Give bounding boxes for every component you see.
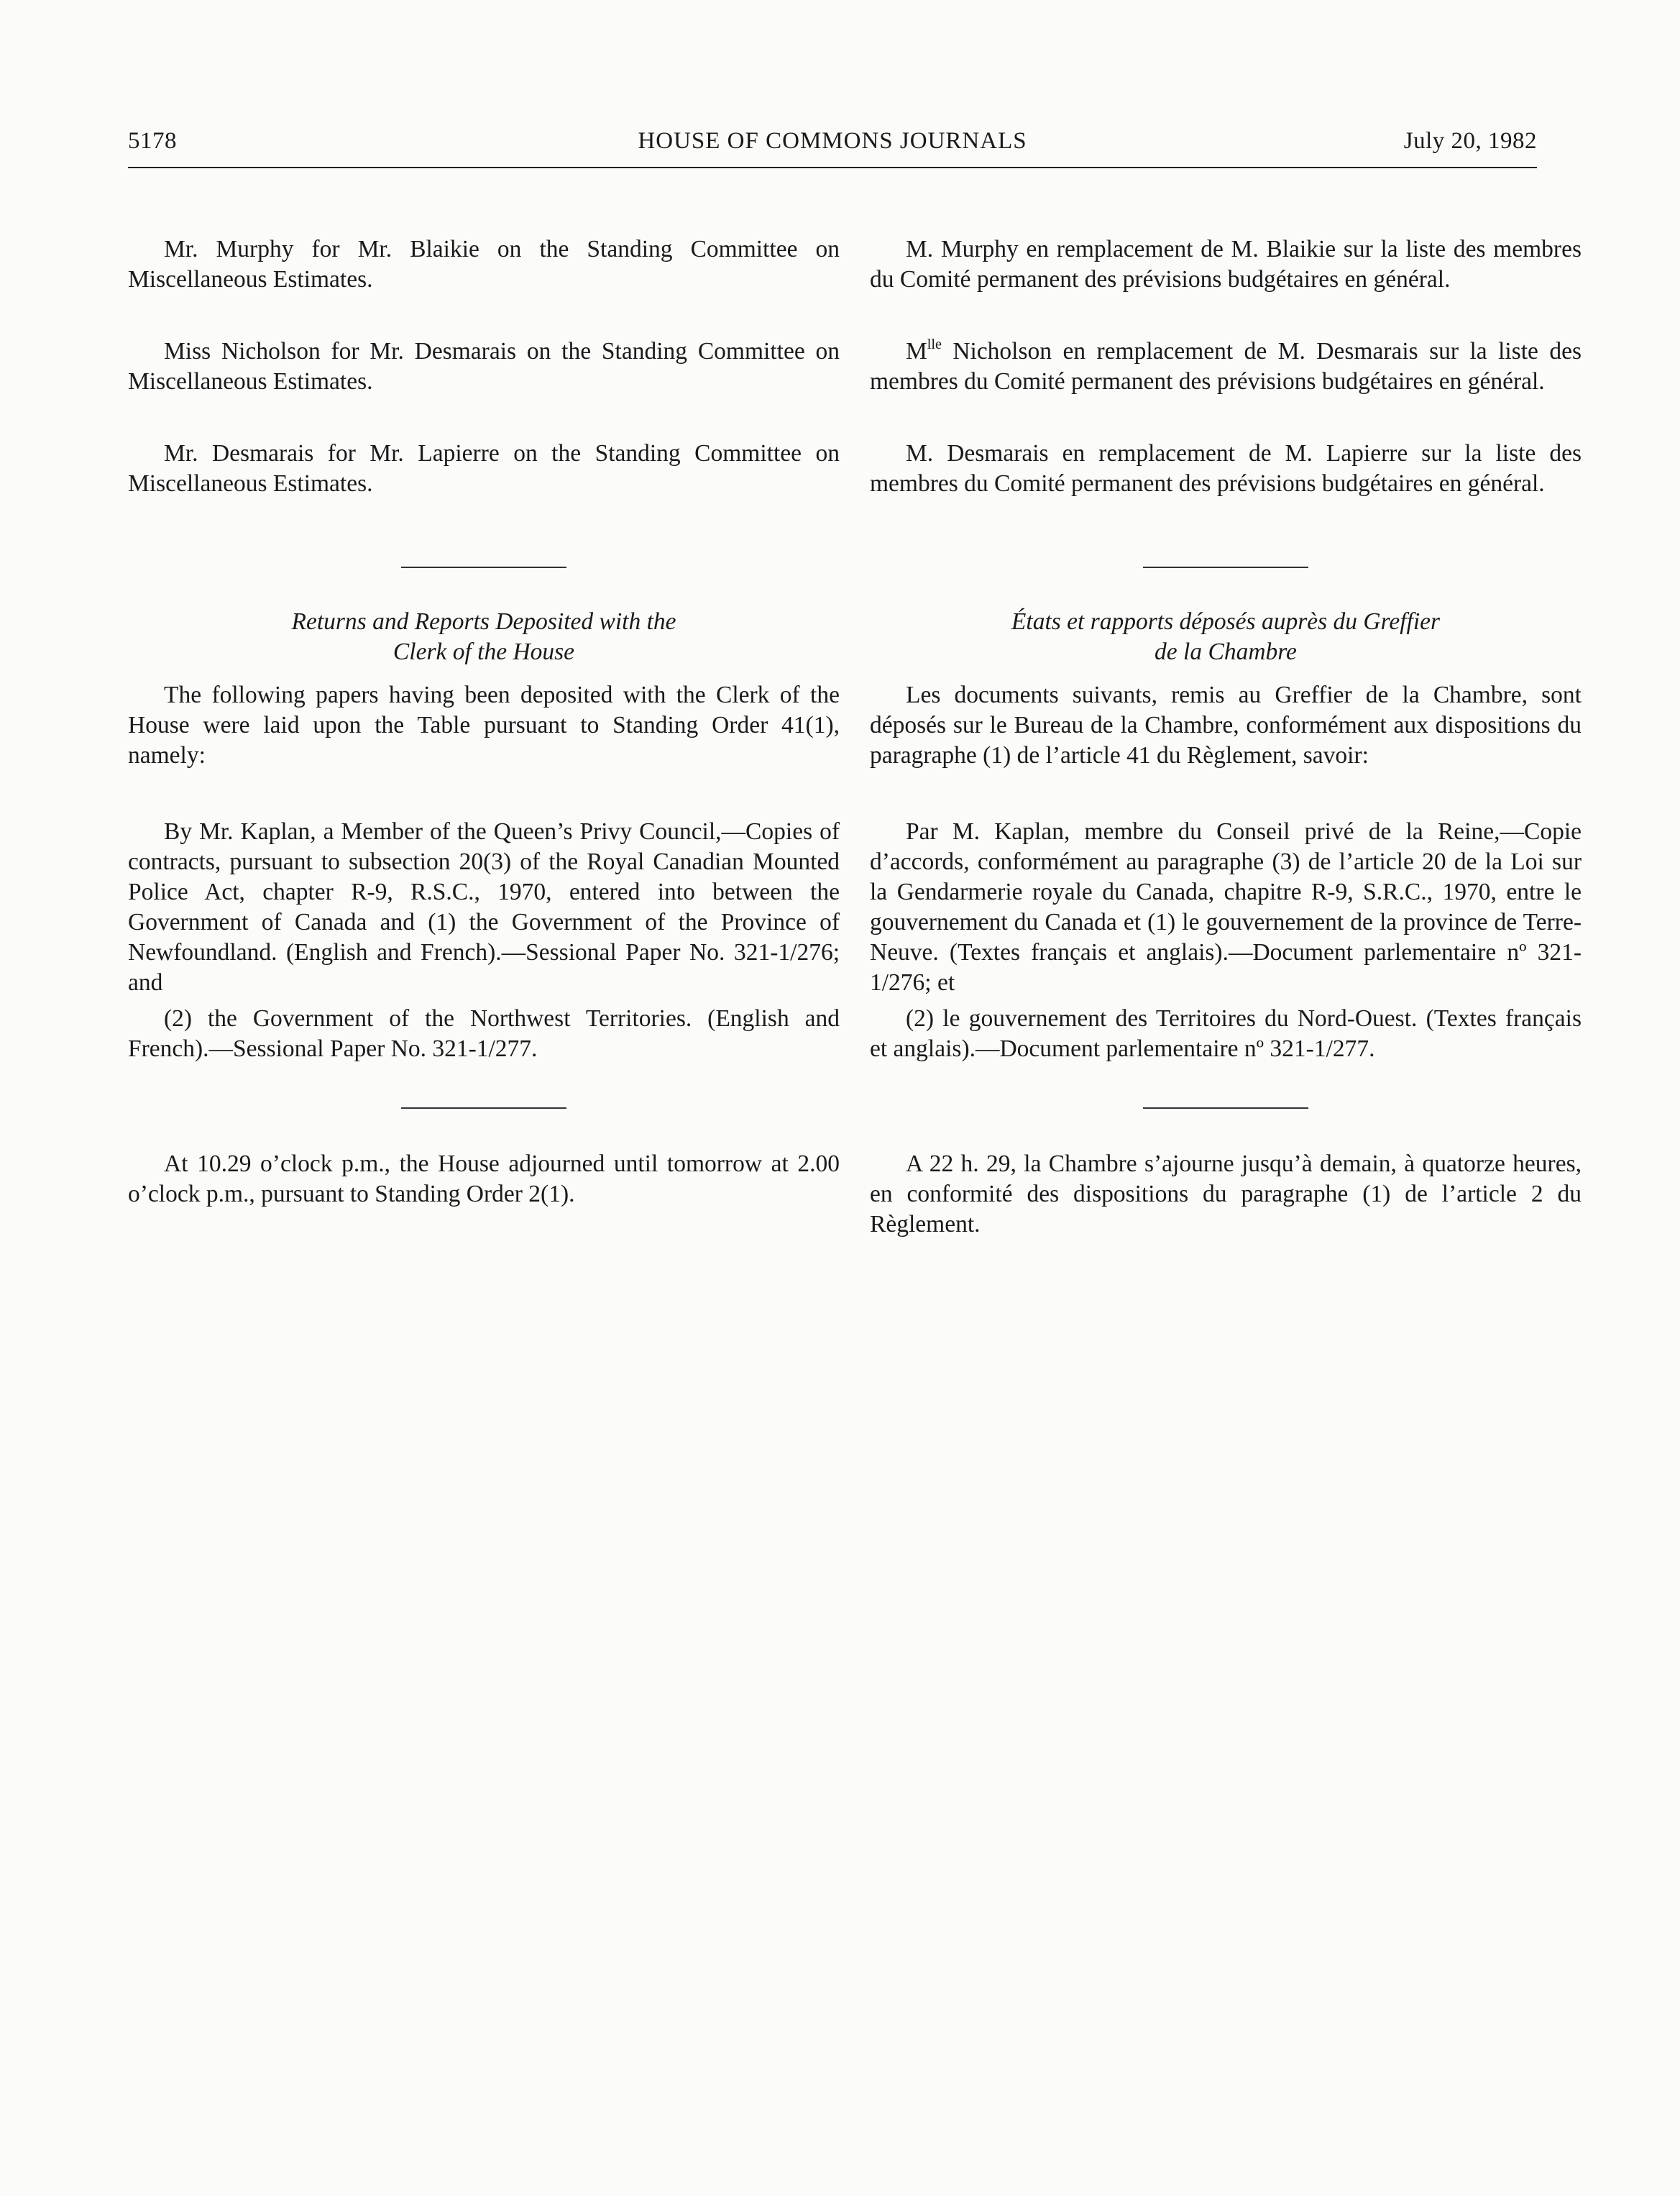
page-number: 5178 (128, 128, 177, 154)
returns-item: (2) the Government of the Northwest Territories. (English and French).—Sessional Paper No. 321-1/277. (128, 1005, 840, 1062)
returns-heading: États et rapports déposés auprès du Greffier de la Chambre (1011, 608, 1441, 665)
section-separator (1143, 567, 1308, 568)
adjournment-paragraph: At 10.29 o’clock p.m., the House adjourned until tomorrow at 2.00 o’clock p.m., pursuant to Standing Order 2(1). (128, 1150, 840, 1207)
adjournment-paragraph: A 22 h. 29, la Chambre s’ajourne jusqu’à demain, à quatorze heures, en conformité des dispositions du paragraphe (1) de l’article 2 du Règlement. (870, 1150, 1582, 1237)
substitution-paragraph: Mr. Murphy for Mr. Blaikie on the Standing Committee on Miscellaneous Estimates. (128, 236, 840, 293)
returns-item: (2) le gouvernement des Territoires du Nord-Ouest. (Textes français et anglais).—Document parlementaire nº 321-1/277. (870, 1005, 1582, 1062)
journal-date: July 20, 1982 (1403, 128, 1537, 154)
substitution-paragraph: Miss Nicholson for Mr. Desmarais on the Standing Committee on Miscellaneous Estimates. (128, 338, 840, 395)
substitution-paragraph: M. Murphy en remplacement de M. Blaikie sur la liste des membres du Comité permanent des prévisions budgétaires en général. (870, 236, 1582, 293)
substitution-paragraph: Mr. Desmarais for Mr. Lapierre on the Standing Committee on Miscellaneous Estimates. (128, 440, 840, 497)
returns-intro: The following papers having been deposited with the Clerk of the House were laid upon the Table pursuant to Standing Order 41(1), namely: (128, 682, 840, 769)
returns-item: Par M. Kaplan, membre du Conseil privé de la Reine,—Copie d’accords, conformément au paragraphe (3) de l’article 20 de la Loi sur la Gendarmerie royale du Canada, chapitre R-9, S.R.C., 1970, entre le gouvernement du Canada et (1) le gouvernement de la province de Terre-Neuve. (Textes français et anglais).—Document parlementaire nº 321-1/276; et (870, 818, 1582, 996)
journal-title: HOUSE OF COMMONS JOURNALS (638, 128, 1027, 154)
section-separator (401, 1107, 566, 1109)
section-separator (1143, 1107, 1308, 1109)
substitution-paragraph: M. Desmarais en remplacement de M. Lapierre sur la liste des membres du Comité permanent des prévisions budgétaires en général. (870, 440, 1582, 497)
returns-heading: Returns and Reports Deposited with the Clerk of the House (291, 608, 676, 665)
section-separator (401, 567, 566, 568)
header-rule (128, 167, 1537, 168)
returns-intro: Les documents suivants, remis au Greffier de la Chambre, sont déposés sur le Bureau de la Chambre, conformément aux dispositions du paragraphe (1) de l’article 41 du Règlement, savoir: (870, 682, 1582, 769)
substitution-paragraph: $M^{lle}$ Nicholson en remplacement de M. Desmarais sur la liste des membres du Comité permanent des prévisions budgétaires en général. (870, 336, 1582, 395)
running-header (128, 128, 1537, 165)
returns-item: By Mr. Kaplan, a Member of the Queen’s Privy Council,—Copies of contracts, pursuant to subsection 20(3) of the Royal Canadian Mounted Police Act, chapter R-9, R.S.C., 1970, entered into between the Government of Canada and (1) the Government of the Province of Newfoundland. (English and French).—Sessional Paper No. 321-1/276; and (128, 818, 840, 996)
